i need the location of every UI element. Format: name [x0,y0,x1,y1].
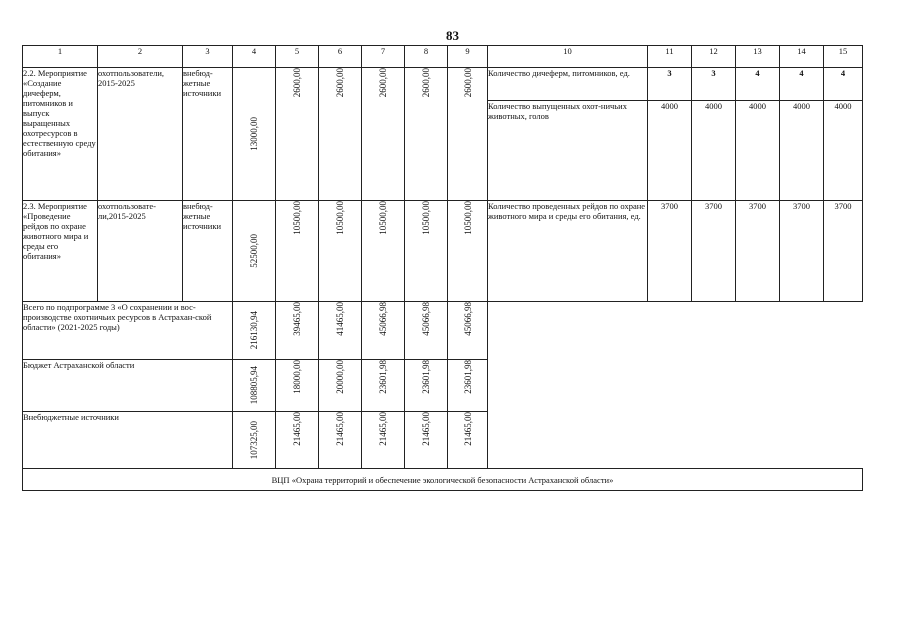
source-cell: внебюд-жетные источники [183,68,233,201]
col-header: 15 [824,46,863,68]
value-cell: 2600,00 [335,68,345,98]
footer-row [23,469,863,491]
indicator-value: 3 [648,68,692,101]
source-cell: внебюд-жетные источники [183,201,233,302]
value-cell: 13000,00 [249,117,259,151]
indicator-value: 3700 [648,201,692,302]
value-cell: 10500,00 [421,201,431,235]
col-header: 9 [448,46,488,68]
indicator-name: Количество проведенных рейдов по охране животного мира и среды его обитания, ед. [488,201,648,302]
executor-cell: охотпользовате-ли,2015-2025 [98,201,183,302]
col-header: 11 [648,46,692,68]
indicator-value: 4000 [692,101,736,201]
indicator-value: 4 [780,68,824,101]
total-value: 23601,98 [378,360,388,394]
total-label: Внебюджетные источники [23,412,233,469]
header-row [23,46,863,68]
program-table [22,45,863,491]
col-header: 3 [183,46,233,68]
total-value: 21465,00 [421,412,431,446]
empty-area [488,302,863,469]
activity-cell: 2.2. Мероприятие «Создание дичеферм, питомников и выпуск выращенных охотресурсов в естественную среду обитания» [23,68,98,201]
total-value: 45066,98 [378,302,388,336]
col-header: 8 [405,46,448,68]
indicator-name: Количество выпущенных охот-ничьих животных, голов [488,101,648,201]
indicator-value: 4000 [824,101,863,201]
total-value: 41465,00 [335,302,345,336]
value-cell: 2600,00 [378,68,388,98]
value-cell: 10500,00 [378,201,388,235]
activity-cell: 2.3. Мероприятие «Проведение рейдов по охране животного мира и среды его обитания» [23,201,98,302]
total-value: 216130,94 [249,311,259,350]
indicator-value: 3 [692,68,736,101]
col-header: 6 [319,46,362,68]
indicator-value: 3700 [692,201,736,302]
indicator-value: 3700 [824,201,863,302]
indicator-value: 4000 [736,101,780,201]
table-row [23,201,863,302]
col-header: 1 [23,46,98,68]
executor-cell: охотпользователи, 2015-2025 [98,68,183,201]
col-header: 2 [98,46,183,68]
total-value: 108805,94 [249,366,259,405]
indicator-value: 4 [736,68,780,101]
indicator-value: 3700 [780,201,824,302]
col-header: 5 [276,46,319,68]
total-value: 21465,00 [335,412,345,446]
col-header: 7 [362,46,405,68]
indicator-value: 4 [824,68,863,101]
col-header: 12 [692,46,736,68]
col-header: 14 [780,46,824,68]
value-cell: 2600,00 [292,68,302,98]
value-cell: 10500,00 [335,201,345,235]
value-cell: 2600,00 [421,68,431,98]
page-number: 83 [446,28,459,43]
total-value: 107325,00 [249,420,259,460]
total-label: Бюджет Астраханской области [23,360,233,412]
value-cell: 2600,00 [462,68,473,98]
total-value: 23601,98 [421,360,431,394]
col-header: 4 [233,46,276,68]
total-value: 20000,00 [335,360,345,394]
total-label: Всего по подпрограмме 3 «О сохранении и вос-производстве охотничьих ресурсов в Астрахан-ской области» (2021-2025 годы) [23,302,233,360]
total-value: 45066,98 [421,302,431,336]
col-header: 13 [736,46,780,68]
value-cell: 10500,00 [292,201,302,235]
total-value: 21465,00 [292,412,302,446]
col-header: 10 [488,46,648,68]
total-value: 21465,00 [462,412,473,446]
total-value: 18000,00 [292,360,302,394]
indicator-value: 3700 [736,201,780,302]
table-row [23,68,863,101]
value-cell: 52500,00 [249,234,259,268]
indicator-value: 4000 [780,101,824,201]
total-value: 23601,98 [462,360,473,394]
total-value: 45066,98 [462,302,473,336]
indicator-value: 4000 [648,101,692,201]
value-cell: 10500,00 [462,201,473,235]
total-value: 21465,00 [378,412,388,446]
program-footer: ВЦП «Охрана территорий и обеспечение экологической безопасности Астраханской области» [23,469,863,491]
total-row [23,302,863,360]
indicator-name: Количество дичеферм, питомников, ед. [488,68,648,101]
total-value: 39465,00 [292,302,302,336]
